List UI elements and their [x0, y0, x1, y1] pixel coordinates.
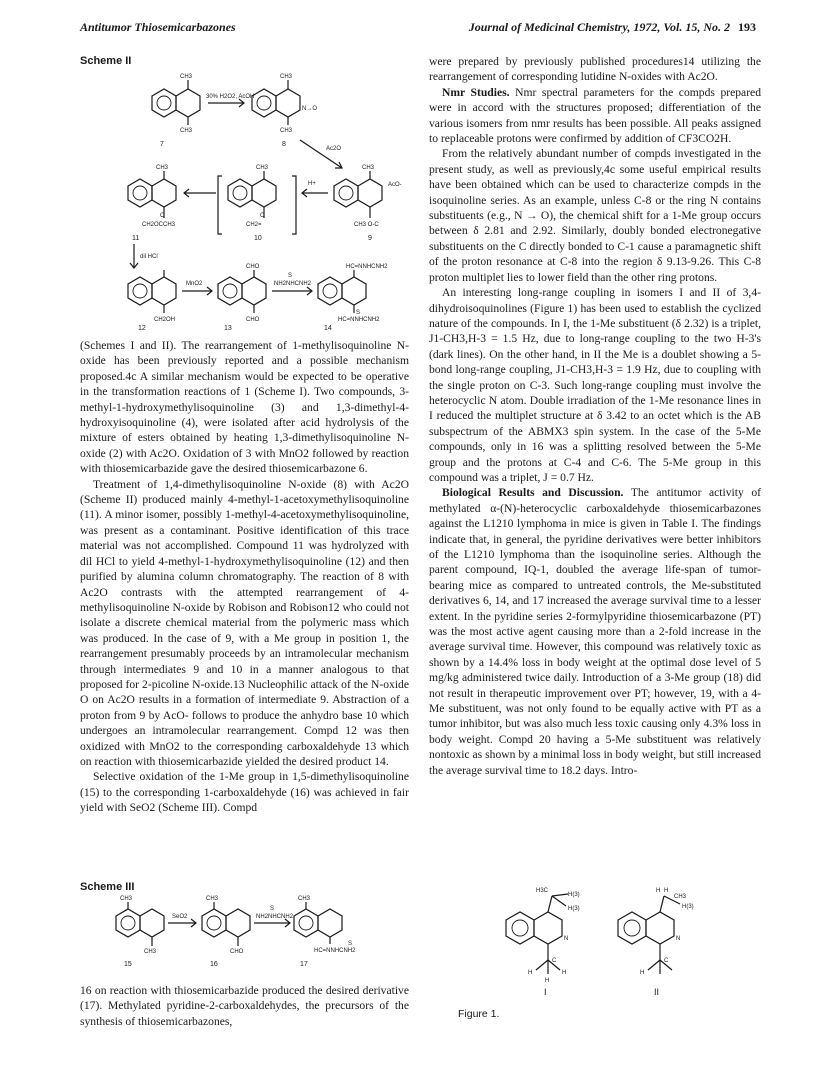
scheme-2-diagram: [120, 68, 420, 330]
sub-11-o: O: [160, 213, 165, 219]
reagent-ac2o: Ac2O: [326, 146, 342, 152]
ring-10b: [252, 179, 276, 207]
nmr-paragraph-1: [429, 85, 761, 147]
reagent-aco-minus: AcO-: [388, 182, 402, 188]
compound-12: 12: [138, 325, 146, 330]
compound-11: 11: [132, 235, 140, 242]
ring-11a: [128, 179, 152, 207]
ring-13b: [242, 277, 266, 305]
fig1-h-i-2: H: [562, 970, 567, 976]
scheme-2-label: Scheme II: [80, 55, 132, 67]
fig1-h-ii-1: H: [656, 888, 661, 894]
ring-17a: [294, 909, 318, 937]
fig1-ring-ii-a: [618, 912, 646, 944]
ring-14a: [318, 277, 342, 305]
fig1-ring-i-b: [534, 912, 562, 944]
ring-16a: [202, 909, 226, 937]
compound-8: 8: [282, 141, 286, 148]
left-paragraph-3: Selective oxidation of the 1-Me group in 1,5-dimethylisoquinoline (15) to the corresponding 1-carboxaldehyde (16) was achieved in fair yield with SeO2 (Scheme III). Compd: [80, 770, 409, 815]
ring-15a: [116, 909, 140, 937]
sub-17-top: CH3: [298, 896, 311, 902]
nmr-heading: Nmr Studies.: [442, 85, 510, 99]
sub-11-top: CH3: [156, 165, 169, 171]
scheme-3-diagram: [100, 892, 400, 968]
sub-9-top: CH3: [362, 165, 375, 171]
reagent-mno2: MnO2: [186, 281, 203, 287]
figure-1-diagram: [488, 878, 748, 998]
compound-7: 7: [160, 141, 164, 148]
sub-10-top: CH3: [256, 165, 269, 171]
ring-7b: [176, 89, 200, 117]
left-bottom-text: [80, 983, 409, 1029]
journal-citation: Journal of Medicinal Chemistry, 1972, Vol. 15, No. 2: [468, 20, 730, 34]
fig1-label-i: I: [544, 987, 547, 997]
ring-13a: [218, 277, 242, 305]
fig1-h3c: H3C: [536, 888, 549, 894]
sub-15-top: CH3: [120, 896, 133, 902]
left-column-text: [80, 338, 409, 816]
reagent-h2o2: 30% H2O2, AcOH: [206, 94, 255, 100]
fig1-c-i: C: [552, 958, 557, 964]
fig1-h3-b: H(3): [568, 906, 580, 912]
compound-14: 14: [324, 325, 332, 330]
running-header-journal: [456, 20, 756, 35]
left-bottom-paragraph: 16 on reaction with thiosemicarbazide produced the desired derivative (17). Methylated pyridine-2-carboxaldehydes, the precursors of the synthesis of thiosemicarbazones,: [80, 984, 409, 1028]
fig1-h-i-1: H: [528, 970, 533, 976]
reagent-h-plus: H+: [308, 181, 316, 187]
nmr-text-1: Nmr spectral parameters for the compds prepared were in accord with the structures proposed; differentiation of the various isomers from nmr results has been possible. All peaks assigned to replaceable protons were confirmed by addition of CF3CO2H.: [429, 85, 761, 146]
sub-14-s: S: [356, 310, 361, 316]
fig1-n-i: N: [564, 936, 569, 942]
nmr-paragraph-2: From the relatively abundant number of compds investigated in the present study, as well as previously,4c some useful empirical results have been obtained which can be used to characterize compds in the isoquinoline series. As an example, unless C-8 or the ring N contains substituents (e.g., N → O), the chemical shift for a 1-Me group occurs between δ 2.81 and 2.92. Similarly, doubly bonded electronegative substituents on the C directly bonded to C-1 cause a paramagnetic shift of the proton resonance at C-8 into the region δ 9.13-9.26. This C-8 proton multiplet lies to lower field than the other ring protons.: [429, 147, 761, 284]
reagent-seo2: SeO2: [172, 914, 188, 920]
sub-15-bottom: CH3: [144, 949, 157, 955]
ring-7a: [152, 89, 176, 117]
reagent-thio-s-3: S: [270, 906, 275, 912]
ring-16b: [226, 909, 250, 937]
fig1-ring-ii-b: [646, 912, 674, 944]
compound-16: 16: [210, 961, 218, 968]
sub-8-top: CH3: [280, 74, 293, 80]
sub-13-top: CHO: [246, 264, 260, 270]
figure-1-caption: Figure 1.: [458, 1008, 500, 1020]
ring-11b: [152, 179, 176, 207]
compound-15: 15: [124, 961, 132, 968]
sub-14-top: HC=NNHCNH2: [346, 264, 388, 270]
fig1-ring-i-a: [506, 912, 534, 944]
bio-text: The antitumor activity of methylated α-(N)-heterocyclic carboxaldehyde thiosemicarbazones against the L1210 lymphoma in mice is given in Table I. The findings indicate that, in general, the pyridine derivatives were better inhibitors of the L1210 lymphoma than the isoquinoline series. Although the parent compound, IQ-1, doubled the average life-span of tumor-bearing mice as compared to untreated controls, the Me-substituted derivatives 6, 14, and 17 increased the average survival time to a lesser extent. In the pyridine series 2-formylpyridine thiosemicarbazone (PT) was the most active agent causing more than a 2-fold increase in the average survival time. However, this compound was relatively toxic as shown by a 14.4% loss in body weight at the optimal dose level of 5 mg/kg administered twice daily. Introduction of a 3-Me group (18) did not result in therapeutic improvement over PT; however, 19, with a 4-Me substituent, was not only found to be equally active with PT as a tumor inhibitor, but was also much less toxic causing only 4.3% loss in body weight. Compd 20 having a 5-Me substituent was relatively nontoxic as shown by a minimal loss in body weight, but still increased the average survival time to 18.2 days. Intro-: [429, 486, 761, 777]
fig1-h3-a: H(3): [568, 892, 580, 898]
compound-10: 10: [254, 235, 262, 242]
ring-9a: [334, 179, 358, 207]
fig1-c-ii: C: [664, 958, 669, 964]
ring-8b: [276, 89, 300, 117]
bio-heading: Biological Results and Discussion.: [442, 486, 624, 500]
reagent-thio: NH2NHCNH2: [256, 914, 294, 920]
sub-12-bottom: CH2OH: [154, 317, 176, 323]
ring-12a: [128, 277, 152, 305]
sub-7-bottom: CH3: [180, 128, 193, 134]
fig1-h-ii-2: H: [664, 888, 669, 894]
compound-9: 9: [368, 235, 372, 242]
sub-14-bottom: HC=NNHCNH2: [338, 317, 380, 323]
fig1-h-ii-3: H: [640, 970, 645, 976]
right-column-text: [429, 54, 761, 778]
ring-17b: [318, 909, 342, 937]
nmr-paragraph-3: An interesting long-range coupling in isomers I and II of 3,4-dihydroisoquinolines (Figure 1) has been used to establish the cyclized nature of the compounds. In I, the 1-Me substituent (δ 2.32) is a triplet, J1-CH3,H-3 = 1.5 Hz, due to long-range coupling to the two H-3's (dark lines). On the other hand, in II the Me is a doublet showing a 5-bond long-range coupling, J1-CH3,H-3 = 1.9 Hz, due to coupling with the single proton on C-3. Such long-range coupling must involve the heterocyclic N atom. Double irradiation of the 1-Me resonance lines in I reduced the multiplet structure at δ 3.42 to an octet which is the AB subspectrum of the ABMX3 spin system. In the case of the 5-Me compounds, only in 16 was a splitting resolved between the 5-Me group and the protons at C-4 and C-6. The 5-Me group in this compound was a triplet, J = 0.7 Hz.: [429, 286, 761, 484]
reagent-thio-s: S: [288, 273, 293, 279]
right-intro: were prepared by previously published procedures14 utilizing the rearrangement of corresponding lutidine N-oxides with Ac2O.: [429, 55, 761, 84]
fig1-label-ii: II: [654, 987, 660, 997]
sub-11-bottom: CH2OCCH3: [142, 222, 176, 228]
fig1-h3-ii: H(3): [682, 904, 694, 910]
oxide-8: N→O: [302, 106, 317, 112]
sub-16-top: CH3: [206, 896, 219, 902]
sub-13-bottom: CHO: [246, 317, 260, 323]
ring-10a: [228, 179, 252, 207]
page-number: 193: [738, 20, 756, 34]
compound-13: 13: [224, 325, 232, 330]
sub-17-bottom: HC=NNHCNH2: [314, 948, 356, 954]
sub-10-bottom: CH2=: [246, 222, 262, 228]
ring-8a: [252, 89, 276, 117]
running-header-title: Antitumor Thiosemicarbazones: [80, 20, 236, 34]
sub-17-s: S: [348, 941, 353, 947]
ring-9b: [358, 179, 382, 207]
scheme-3-label: Scheme III: [80, 881, 135, 893]
fig1-ch3-ii: CH3: [674, 894, 687, 900]
sub-16-bottom: CHO: [230, 949, 244, 955]
ring-14b: [342, 277, 366, 305]
reagent-thiosemicarbazide: NH2NHCNH2: [274, 281, 312, 287]
left-paragraph-1: (Schemes I and II). The rearrangement of 1-methylisoquinoline N-oxide has been previously reported and a possible mechanism proposed.4c A similar mechanism would be expected to be operative in the transformation reactions of 1 (Scheme I). Two compounds, 3-methyl-1-hydroxymethylisoquinoline (3) and 1,3-dimethyl-4-hydroxyisoquinoline (4), were isolated after acid hydrolysis of the mixture of esters obtained by heating 1,3-dimethylisoquinoline N-oxide (2) with Ac2O. Oxidation of 3 with MnO2 followed by reaction with thiosemicarbazide gave the desired thiosemicarbazone 6.: [80, 339, 409, 476]
sub-7-top: CH3: [180, 74, 193, 80]
fig1-n-ii: N: [676, 936, 681, 942]
compound-17: 17: [300, 961, 308, 968]
sub-9-bottom: CH3 O-C: [354, 222, 379, 228]
ring-12b: [152, 277, 176, 305]
fig1-h-i-3: H: [545, 978, 550, 984]
reagent-dil-hcl: dil HCl: [140, 254, 158, 260]
ring-15b: [140, 909, 164, 937]
bio-paragraph: [429, 485, 761, 778]
left-paragraph-2: Treatment of 1,4-dimethylisoquinoline N-oxide (8) with Ac2O (Scheme II) produced mainly 4-methyl-1-acetoxymethylisoquinoline (11). A minor isomer, possibly 1-methyl-4-acetoxymethylisoquinoline, was present as a contaminant. Positive identification of this trace material was not accomplished. Compound 11 was hydrolyzed with dil HCl to yield 4-methyl-1-hydroxymethylisoquinoline (12) and then purified by alumina column chromatography. The reaction of 8 with Ac2O contrasts with the attempted rearrangement of 4-methylisoquinoline N-oxide by Robison and Robison12 who could not isolate a discrete chemical material from the polymeric mass which was produced. In the case of 9, with a Me group in position 1, the rearrangement presumably proceeds by an intramolecular mechanism through intermediates 9 and 10 in a manner analogous to that proposed for 2-picoline N-oxide.13 Nucleophilic attack of the N-oxide O on Ac2O results in a formation of intermediate 9. Abstraction of a proton from 9 by AcO- follows to produce the anhydro base 10 which undergoes an intramolecular rearrangement. Compd 12 was then oxidized with MnO2 to the corresponding carboxaldehyde 13 which on reaction with thiosemicarbazide yielded the desired product 14.: [80, 477, 409, 768]
sub-8-bottom: CH3: [280, 128, 293, 134]
sub-10-o: O: [260, 213, 265, 219]
